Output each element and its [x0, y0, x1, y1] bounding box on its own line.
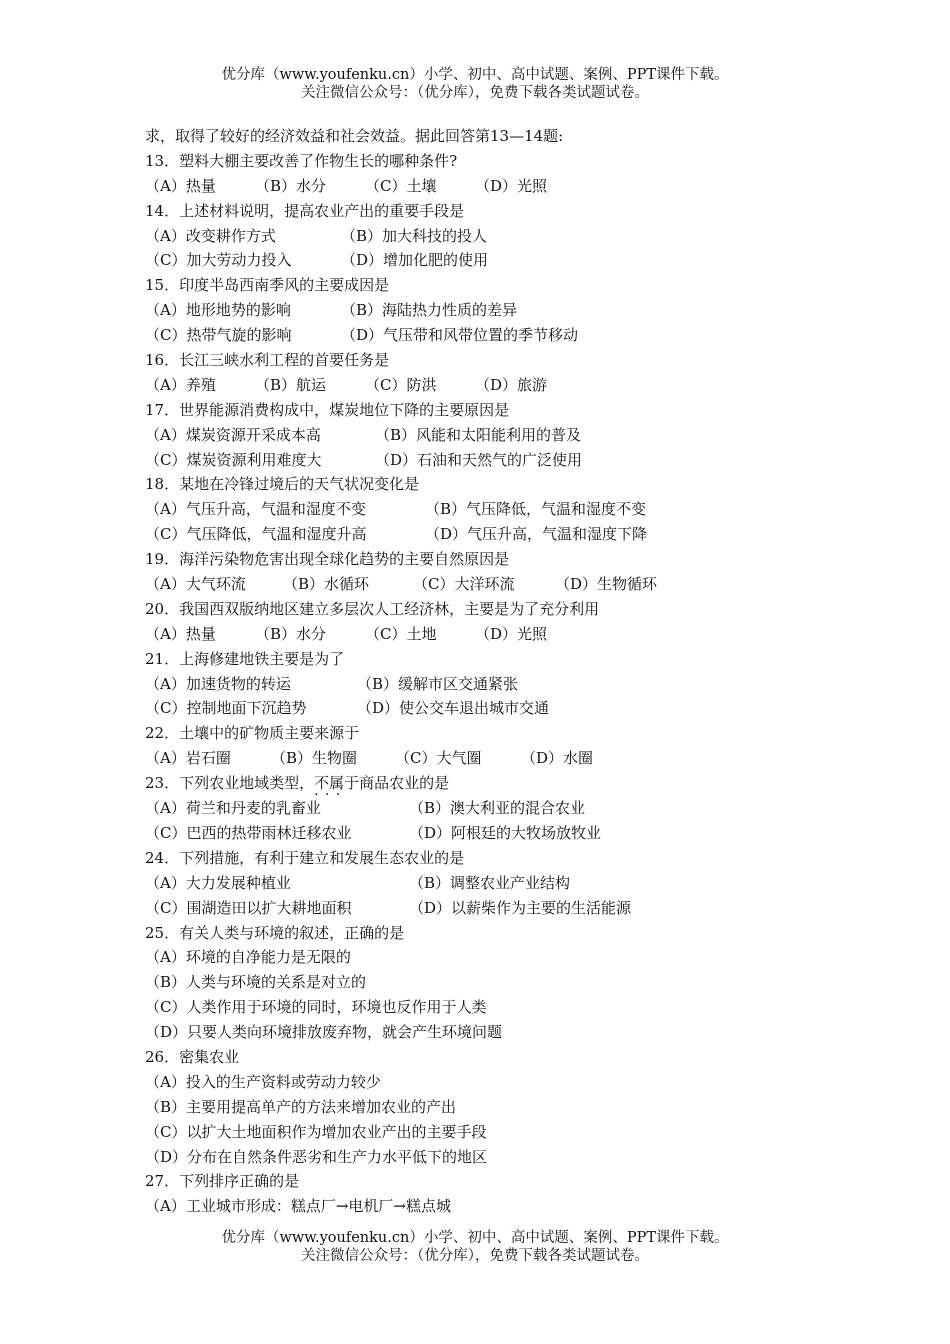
option-a: （A）改变耕作方式: [145, 226, 276, 245]
option-d: （D）石油和天然气的广泛使用: [375, 450, 583, 469]
question-21-stem: 21．上海修建地铁主要是为了: [145, 649, 345, 668]
question-27-stem: 27．下列排序正确的是: [145, 1172, 300, 1191]
option-c: （C）围湖造田以扩大耕地面积: [145, 898, 352, 917]
question-13-options: [145, 174, 845, 199]
option-b: （B）生物圈: [271, 749, 358, 768]
question-24-stem: 24．下列措施，有利于建立和发展生态农业的是: [145, 848, 465, 867]
question-17-stem: 17．世界能源消费构成中，煤炭地位下降的主要原因是: [145, 400, 510, 419]
question-19-options: [145, 572, 845, 597]
question-13-stem: 13．塑料大棚主要改善了作物生长的哪种条件?: [145, 151, 458, 170]
question-20-stem: 20．我国西双版纳地区建立多层次人工经济林，主要是为了充分利用: [145, 599, 600, 618]
question-18-options-row-1: [145, 497, 845, 522]
option-d: （D）水圈: [521, 749, 594, 768]
option-a: （A）地形地势的影响: [145, 301, 291, 320]
footer-line-2: 关注微信公众号：（优分库），免费下载各类试题试卷。: [301, 1248, 649, 1264]
question-15-stem: 15．印度半岛西南季风的主要成因是: [145, 276, 390, 295]
option-b: （B）气压降低，气温和湿度不变: [425, 500, 647, 519]
question-23-options-row-2: [145, 821, 845, 846]
question-17-options-row-2: [145, 448, 845, 473]
question-16-options: [145, 373, 845, 398]
question-25-stem: 25．有关人类与环境的叙述，正确的是: [145, 923, 405, 942]
option-a: （A）岩石圈: [145, 749, 231, 768]
option-c: （C）大气圈: [395, 749, 482, 768]
option-a: （A）大力发展种植业: [145, 873, 291, 892]
option-a: （A）热量: [145, 624, 216, 643]
question-21-options-row-1: [145, 672, 845, 697]
question-18-options-row-2: [145, 522, 845, 547]
question-15-options-row-2: [145, 323, 845, 348]
option-c: （C）巴西的热带雨林迁移农业: [145, 823, 352, 842]
option-c: （C）大洋环流: [413, 575, 515, 594]
option-d: （D）只要人类向环境排放废弃物，就会产生环境问题: [145, 1023, 503, 1042]
option-a: （A）养殖: [145, 375, 216, 394]
question-24-options-row-2: [145, 896, 845, 921]
option-d: （D）使公交车退出城市交通: [357, 699, 550, 718]
question-14-options-row-1: [145, 224, 845, 249]
option-b: （B）航运: [255, 375, 327, 394]
option-c: （C）气压降低，气温和湿度升高: [145, 525, 367, 544]
option-c: （C）加大劳动力投入: [145, 251, 292, 270]
option-a: （A）加速货物的转运: [145, 674, 291, 693]
option-b: （B）缓解市区交通紧张: [357, 674, 519, 693]
question-22-stem: 22．土壤中的矿物质主要来源于: [145, 724, 360, 743]
question-14-options-row-2: [145, 248, 845, 273]
option-c: （C）以扩大土地面积作为增加农业产出的主要手段: [145, 1122, 487, 1141]
option-b: （B）水循环: [283, 575, 370, 594]
question-17-options-row-1: [145, 423, 845, 448]
option-c: （C）防洪: [365, 375, 437, 394]
question-24-options-row-1: [145, 871, 845, 896]
question-23-stem-pre: 23．下列农业地域类型，: [145, 774, 315, 793]
question-21-options-row-2: [145, 696, 845, 721]
footer-line-1: 优分库（www.youfenku.cn）小学、初中、高中试题、案例、PPT课件下载。: [221, 1230, 729, 1246]
option-b: （B）澳大利亚的混合农业: [409, 799, 586, 818]
question-15-options-row-1: [145, 298, 845, 323]
question-18-stem: 18．某地在冷锋过境后的天气状况变化是: [145, 475, 420, 494]
option-d: （D）生物循环: [555, 575, 658, 594]
question-19-stem: 19．海洋污染物危害出现全球化趋势的主要自然原因是: [145, 550, 510, 569]
question-16-stem: 16．长江三峡水利工程的首要任务是: [145, 351, 390, 370]
option-b: （B）主要用提高单产的方法来增加农业的产出: [145, 1097, 457, 1116]
exam-content: [145, 124, 845, 1219]
question-26-stem: 26．密集农业: [145, 1047, 240, 1066]
option-c: （C）人类作用于环境的同时，环境也反作用于人类: [145, 998, 487, 1017]
option-d: （D）旅游: [475, 375, 548, 394]
option-b: （B）水分: [255, 624, 327, 643]
page-header: [0, 66, 950, 102]
option-a: （A）热量: [145, 176, 216, 195]
intro-text: 求，取得了较好的经济效益和社会效益。据此回答第13—14题:: [145, 127, 564, 145]
option-a: （A）环境的自净能力是无限的: [145, 948, 351, 967]
option-b: （B）水分: [255, 176, 327, 195]
option-c: （C）土地: [365, 624, 437, 643]
option-b: （B）海陆热力性质的差异: [341, 301, 518, 320]
option-a: （A）大气环流: [145, 575, 246, 594]
option-d: （D）阿根廷的大牧场放牧业: [409, 823, 602, 842]
option-c: （C）土壤: [365, 176, 437, 195]
question-14-stem: 14．上述材料说明，提高农业产出的重要手段是: [145, 201, 465, 220]
question-20-options: [145, 622, 845, 647]
option-d: （D）增加化肥的使用: [341, 251, 489, 270]
header-line-2: 关注微信公众号：（优分库），免费下载各类试题试卷。: [301, 85, 649, 101]
option-d: （D）以薪柴作为主要的生活能源: [409, 898, 632, 917]
option-a: （A）煤炭资源开采成本高: [145, 425, 321, 444]
option-d: （D）光照: [475, 624, 548, 643]
option-d: （D）光照: [475, 176, 548, 195]
option-d: （D）气压带和风带位置的季节移动: [341, 326, 579, 345]
question-23-stem-post: 商品农业的是: [359, 774, 450, 793]
emphasized-not: 不属于 · · ·: [314, 771, 359, 796]
option-c: （C）煤炭资源利用难度大: [145, 450, 322, 469]
option-a: （A）投入的生产资料或劳动力较少: [145, 1072, 381, 1091]
option-c: （C）控制地面下沉趋势: [145, 699, 307, 718]
question-22-options: [145, 746, 845, 771]
option-b: （B）加大科技的投人: [341, 226, 488, 245]
option-b: （B）风能和太阳能利用的普及: [375, 425, 582, 444]
option-a: （A）气压升高，气温和湿度不变: [145, 500, 366, 519]
page-footer: [0, 1229, 950, 1265]
question-23-stem: [145, 771, 845, 796]
option-b: （B）调整农业产业结构: [409, 873, 571, 892]
option-c: （C）热带气旋的影响: [145, 326, 292, 345]
option-d: （D）气压升高，气温和湿度下降: [425, 525, 648, 544]
option-d: （D）分布在自然条件恶劣和生产力水平低下的地区: [145, 1147, 488, 1166]
question-23-options-row-1: [145, 796, 845, 821]
header-line-1: 优分库（www.youfenku.cn）小学、初中、高中试题、案例、PPT课件下载。: [221, 67, 729, 83]
option-b: （B）人类与环境的关系是对立的: [145, 973, 367, 992]
option-a: （A）工业城市形成：糕点厂→电机厂→糕点城: [145, 1197, 451, 1216]
option-a: （A）荷兰和丹麦的乳畜业: [145, 799, 321, 818]
